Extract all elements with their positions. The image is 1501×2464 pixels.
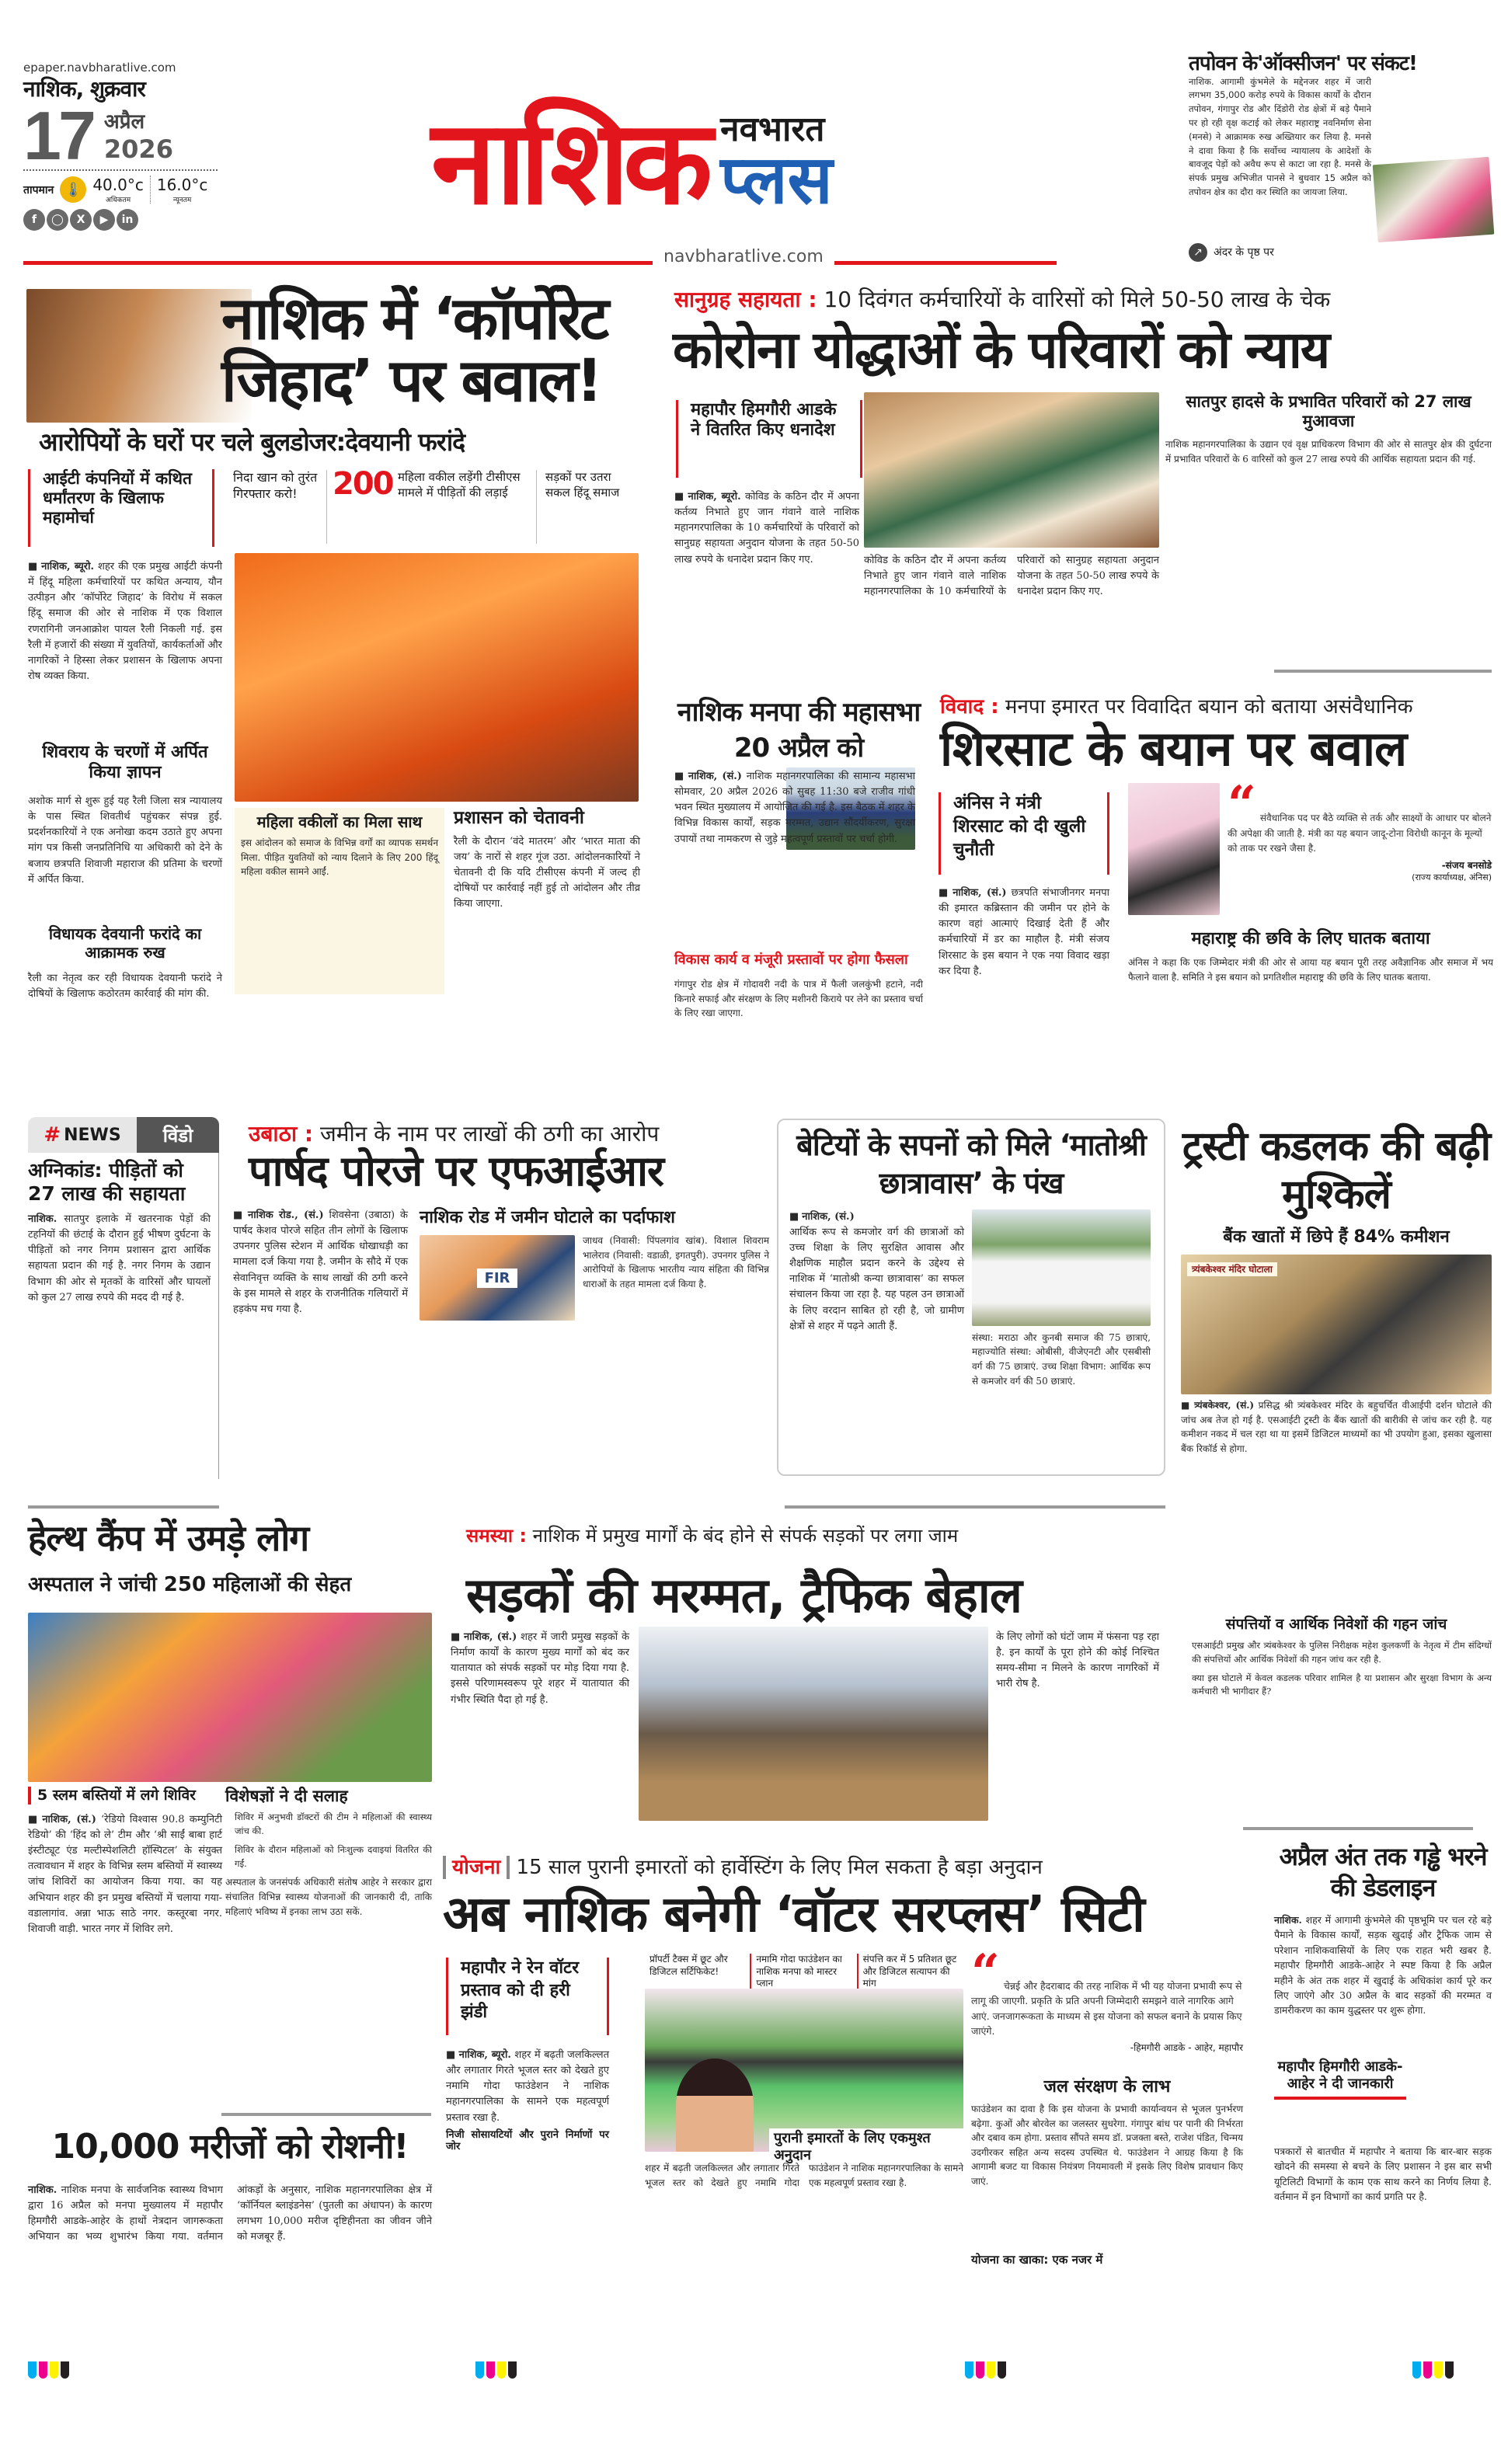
temp-max-label: अधिकतम: [106, 196, 131, 204]
section-rule: [28, 1505, 219, 1509]
shirsat-dateline: ■ नाशिक, (सं.): [939, 887, 1007, 899]
magenta-mark: [39, 2361, 47, 2379]
eye-body: [28, 2183, 432, 2246]
masthead-left: [23, 61, 218, 231]
shirsat-boxed-sub-text: अंनिस ने मंत्री शिरसाट को दी खुली चुनौती: [953, 793, 1086, 860]
corona-kicker: [674, 284, 1498, 314]
mayor-portrait: [676, 2059, 754, 2152]
section-rule: [221, 2113, 431, 2116]
porje-body-text: शिवसेना (उबाठा) के पार्षद केशव पोरजे सहित तीन लोगों के खिलाफ उपनगर पुलिस स्टेशन में आर्थिक धोखाधड़ी का मामला दर्ज किया गया है. जमीन के सौदे में एक सेवानिवृत्त व्यक्ति के साथ लाखों की ठगी करने के इस मामले से शहर के राजनीतिक गलियारों में हड़कंप मच गया है.: [233, 1209, 408, 1315]
shirsat-quote-author: -संजय बनसोडे: [1441, 859, 1492, 871]
religion-symbols-image: [26, 289, 252, 423]
news-window-headline: अग्निकांड: पीड़ितों को 27 लाख की सहायता: [28, 1159, 186, 1205]
water-image-caption: पुरानी इमारतों के लिए एकमुश्त अनुदान: [769, 2128, 971, 2165]
logo-url[interactable]: navbharatlive.com: [653, 247, 834, 266]
porje-side-body: जाधव (निवासी: पिंपलगांव खांब). विशाल शिवराम भालेराव (निवासी: वडाळी, इगतपुरी). उपनगर पुलिस ने आरोपियों के खिलाफ भारतीय न्याय संहिता की विभिन्न धाराओं के तहत मामला दर्ज किया है.: [583, 1235, 769, 1289]
jump-label[interactable]: अंदर के पृष्ठ पर: [1214, 246, 1274, 259]
youtube-icon[interactable]: ▶: [93, 209, 115, 231]
corona-side-body: नाशिक महानगरपालिका के उद्यान एवं वृक्ष प्राधिकरण विभाग की ओर से सातपुर क्षेत्र की दुर्घटना में प्रभावित परिवारों के 6 वारिसों को कुल 27 लाख रुपये की आर्थिक सहायता प्रदान की गई.: [1165, 439, 1492, 465]
water-kicker-label: योजना: [443, 1856, 510, 1879]
health-sub: अस्पताल ने जांची 250 महिलाओं की सेहत: [28, 1573, 352, 1596]
lead-body: [28, 559, 222, 684]
magenta-mark: [486, 2361, 495, 2379]
health-expert-tail: अस्पताल के जनसंपर्क अधिकारी संतोष आहेर ने सरकार द्वारा संचालित विभिन्न स्वास्थ्य योजनाओं की जानकारी दी, ताकि महिलाएं भविष्य में इनका लाभ उठा सकें.: [225, 1877, 432, 1917]
lead-sec2-body: रैली का नेतृत्व कर रही विधायक देवयानी फरांदे ने दोषियों के खिलाफ कठोरतम कार्रवाई की मांग की.: [28, 973, 222, 1001]
mahasabha-body: [674, 769, 915, 847]
shirsat-quote: [1228, 775, 1492, 883]
roads-kicker-text: नाशिक में प्रमुख मार्गों के बंद होने से संपर्क सड़कों पर लगा जाम: [532, 1525, 959, 1547]
water-dateline: ■ नाशिक, ब्यूरो.: [446, 2049, 511, 2061]
corona-side-head: सातपुर हादसे के प्रभावित परिवारों को 27 लाख मुआवजा: [1186, 392, 1471, 431]
quote-open-icon: “: [971, 1944, 1000, 2002]
news-window-dateline: नाशिक.: [28, 1213, 57, 1225]
news-window-body-text: सातपुर इलाके में खतरनाक पेड़ों की टहनियों की छंटाई के दौरान हुई भीषण दुर्घटना के पीड़ितों को नगर निगम प्रशासन द्वारा आर्थिक सहायता प्रदान की गई है. नगर निगम के उद्यान विभाग की ओर से मृतकों के वारिसों और घायलों को कुल 27 लाख रुपये की मदद दी गई है.: [28, 1213, 211, 1303]
health-expert-box: [225, 1787, 432, 1919]
water-quote-text: चेन्नई और हैदराबाद की तरह नाशिक में भी यह योजना प्रभावी रूप से लागू की जाएगी. प्रकृति के प्रति अपनी जिम्मेदारी समझने वाले नागरिक आगे आएं. जनजागरूकता के माध्यम से इस योजना को सफल बनाने के प्रयास किए जाएंगे.: [971, 1980, 1242, 2037]
temp-min-label: न्यूनतम: [172, 196, 192, 204]
shirsat-body-text: छत्रपति संभाजीनगर मनपा की इमारत कब्रिस्तान की जमीन पर होने के कारण वहां आत्माएं दिखाई देती हैं और कर्मचारियों में डर का माहौल है. मंत्री संजय शिरसाट के इस बयान ने एक नया विवाद खड़ा कर दिया है.: [939, 887, 1109, 977]
facebook-icon[interactable]: f: [23, 209, 45, 231]
water-quote-author: -हिमगौरी आडके - आहेर, महापौर: [1130, 2042, 1243, 2053]
temple-scam-illustration: [1181, 1255, 1492, 1394]
kadlak-bullet: एसआईटी प्रमुख और त्र्यंबकेश्वर के पुलिस निरीक्षक महेश कुलकर्णी के नेतृत्व में टीम संदिग्धों की संपत्तियों और आर्थिक निवेशों की गहन जांच कर रही है.: [1192, 1640, 1492, 1665]
water-quote: [971, 1944, 1243, 2054]
health-expert-head: विशेषज्ञों ने दी सलाह: [225, 1787, 348, 1805]
water-sub-head: निजी सोसायटियों और पुराने निर्माणों पर जोर: [446, 2128, 609, 2153]
lead-sec1-head: शिवराय के चरणों में अर्पित किया ज्ञापन: [42, 743, 208, 783]
lead-pullout-2-number: 200: [333, 466, 393, 502]
shirsat-quote-text: संवैधानिक पद पर बैठे व्यक्ति से तर्क और साक्ष्यों के आधार पर बोलने की अपेक्षा की जाती है. मंत्री का यह बयान जादू-टोना विरोधी कानून के मूल्यों को ताक पर रखने जैसा है.: [1228, 813, 1492, 854]
date-year: 2026: [103, 134, 173, 165]
cyan-mark: [475, 2361, 484, 2379]
news-window-badge: [28, 1117, 219, 1153]
kadlak-bullets: [1181, 1639, 1492, 1699]
potholes-headline: अप्रैल अंत तक गड्ढे भरने की डेडलाइन: [1279, 1842, 1487, 1902]
lead-box1-head: महिला वकीलों का मिला साथ: [256, 813, 423, 831]
shirsat-headline: शिरसाट के बयान पर बवाल: [940, 720, 1407, 777]
potholes-inset: महापौर हिमगौरी आडके-आहेर ने दी जानकारी: [1274, 2059, 1406, 2100]
divider: [536, 470, 537, 544]
cheque-distribution-photo: [864, 392, 1159, 548]
yellow-mark: [987, 2361, 995, 2379]
porje-kicker-label: उबाठा :: [249, 1121, 314, 1147]
hostel-building-photo: [972, 1209, 1151, 1326]
mahasabha-sub-head: विकास कार्य व मंजूरी प्रस्तावों पर होगा फैसला: [674, 952, 908, 968]
potholes-body2: पत्रकारों से बातचीत में महापौर ने बताया कि बार-बार सड़क खोदने की समस्या से बचने के लिए प्रशासन ने इस बार सभी यूटिलिटी विभागों के काम एक साथ करने का निर्णय लिया है. वर्तमान में इन विभागों का कार्य प्रगति पर है.: [1274, 2146, 1492, 2203]
roads-kicker: [466, 1523, 1165, 1548]
lead-box2-body: रैली के दौरान ‘वंदे मातरम’ और ‘भारत माता की जय’ के नारों से शहर गूंज उठा. आंदोलनकारियों ने चेतावनी दी कि यदि टीसीएस कंपनी में जल्द ही दोषियों पर कार्रवाई नहीं हुई तो आंदोलन और तीव्र किया जाएगा.: [454, 835, 640, 910]
corona-body-cont: कोविड के कठिन दौर में अपना कर्तव्य निभाते हुए जान गंवाने वाले नाशिक महानगरपालिका के 10 कर्मचारियों के परिवारों को सानुग्रह सहायता अनुदान योजना के तहत 50-50 लाख रुपये के धनादेश प्रदान किए गए.: [864, 555, 1159, 598]
corona-kicker-label: सानुग्रह सहायता :: [674, 287, 817, 312]
water-label: प्रॉपर्टी टैक्स में छूट और डिजिटल सर्टिफिकेट!: [645, 1954, 751, 1990]
cyan-mark: [1412, 2361, 1421, 2379]
temperature-label: तापमान: [23, 183, 54, 197]
water-body-cont: शहर में बढ़ती जलकिल्लत और लगातार गिरते भूजल स्तर को देखते हुए नमामि गोदा फाउंडेशन ने नाशिक महानगरपालिका के सामने एक महत्वपूर्ण प्रस्ताव रखा है.: [645, 2163, 963, 2188]
jump-arrow-icon: ↗: [1189, 243, 1207, 262]
lead-box2-head: प्रशासन को चेतावनी: [454, 808, 584, 828]
lead-box1-body: इस आंदोलन को समाज के विभिन्न वर्गों का व्यापक समर्थन मिला. पीड़ित युवतियों को न्याय दिलाने के लिए 200 हिंदू महिला वकील सामने आईं.: [241, 837, 438, 878]
water-label: संपत्ति कर में 5 प्रतिशत छूट और डिजिटल सत्यापन की मांग: [862, 1954, 957, 1989]
shirsat-boxed-sub: [939, 792, 1109, 875]
shirsat-kicker: [940, 691, 1499, 719]
print-registration-mark: [475, 2361, 517, 2379]
kadlak-sub: बैंक खातों में छिपे हैं 84% कमीशन: [1223, 1227, 1450, 1247]
roads-headline: सड़कों की मरम्मत, ट्रैफिक बेहाल: [466, 1567, 1022, 1624]
lead-headline-line1: नाशिक में ‘कॉर्पोरेट: [221, 284, 608, 353]
newspaper-logo[interactable]: [431, 85, 1068, 241]
porje-sub-head: नाशिक रोड में जमीन घोटाले का पर्दाफाश: [420, 1208, 675, 1227]
water-label: नमामि गोदा फाउंडेशन का नाशिक मनपा को मास्टर प्लान: [751, 1954, 858, 1990]
x-icon[interactable]: X: [70, 209, 92, 231]
black-mark: [508, 2361, 517, 2379]
masthead-rule: [23, 261, 1057, 265]
porje-kicker-text: जमीन के नाम पर लाखों की ठगी का आरोप: [319, 1121, 660, 1147]
date-month: अप्रैल: [103, 110, 145, 134]
health-expert-bullet: शिविर में अनुभवी डॉक्टरों की टीम ने महिलाओं की स्वास्थ्य जांच की.: [235, 1811, 432, 1836]
logo-brand: नवभारत: [720, 110, 825, 149]
mahasabha-body-text: नाशिक महानगरपालिका की सामान्य महासभा सोमवार, 20 अप्रैल 2026 को सुबह 11:30 बजे राजीव गांधी भवन स्थित मुख्यालय में आयोजित की गई है. इस बैठक में शहर के विभिन्न विकास कार्यों, सड़क मरम्मत, उद्यान सौंदर्यीकरण, सुरक्षा उपायों तथा नामकरण से जुड़े महत्वपूर्ण प्रस्तावों पर चर्चा होगी.: [674, 771, 915, 845]
lead-box2: [454, 808, 640, 912]
yellow-mark: [1434, 2361, 1443, 2379]
health-headline: हेल्थ कैंप में उमड़े लोग: [28, 1517, 309, 1559]
matoshri-side-body: संस्था: मराठा और कुनबी समाज की 75 छात्राएं, महाज्योति संस्था: ओबीसी, वीजेएनटी और एसबीसी वर्ग की 75 छात्राएं. उच्च शिक्षा विभाग: आर्थिक रूप से कमजोर वर्ग की 50 छात्राएं.: [972, 1331, 1151, 1387]
shirsat-sub-body: अंनिस ने कहा कि एक जिम्मेदार मंत्री की ओर से आया यह बयान पूरी तरह अवैज्ञानिक और समाज में भय फैलाने वाला है. समिति ने इस बयान को प्रगतिशील महाराष्ट्र की छवि के लिए घातक बताया.: [1128, 957, 1493, 983]
health-side-head: 5 स्लम बस्तियों में लगे शिविर: [28, 1787, 222, 1804]
roads-body: [451, 1630, 629, 1708]
mahasabha-sub-body: गंगापुर रोड क्षेत्र में गोदावरी नदी के पात्र में फैली जलकुंभी हटाने, नदी किनारे सफाई और संरक्षण के लिए मशीनरी किराये पर लेने का प्रस्ताव चर्चा के लिए रखा जाएगा.: [674, 979, 923, 1019]
kadlak-headline: ट्रस्टी कडलक की बढ़ी मुश्किलें: [1182, 1123, 1491, 1219]
roads-body-text: शहर में जारी प्रमुख सड़कों के निर्माण कार्यों के कारण मुख्य मार्गों को बंद कर यातायात को संपर्क सड़कों पर मोड़ दिया गया है. इससे परिणामस्वरूप पूरे शहर में यातायात की गंभीर स्थिति पैदा हो गई है.: [451, 1631, 629, 1706]
temple-image-caption: त्र्यंबकेश्वर मंदिर घोटाला: [1187, 1262, 1277, 1276]
lead-dateline: ■ नाशिक, ब्यूरो.: [28, 561, 94, 572]
matoshri-headline: बेटियों के सपनों को मिले ‘मातोश्री छात्रावास’ के पंख: [796, 1128, 1146, 1201]
corona-kicker-text: 10 दिवंगत कर्मचारियों के वारिसों को मिले 50-50 लाख के चेक: [824, 287, 1331, 312]
corona-body-text: कोविड के कठिन दौर में अपना कर्तव्य निभाते हुए जान गंवाने वाले नाशिक महानगरपालिका के 10 कर्मचारियों के परिवारों को सानुग्रह सहायता अनुदान योजना के तहत 50-50 लाख रुपये के धनादेश प्रदान किए गए.: [674, 491, 859, 566]
potholes-body-text: शहर में आगामी कुंभमेले की पृष्ठभूमि पर चल रहे बड़े पैमाने के विकास कार्यों, सड़क खुदाई और ट्रैफिक जाम से परेशान नाशिकवासियों के लिए एक राहत भरी खबर है. महापौर हिमगौरी आडके-आहेर ने स्पष्ट किया है कि अप्रैल महीने के अंत तक शहर में खुदाई के अधिकांश कार्य पूरे कर लिए जाएंगे और 30 अप्रैल के बाद सड़कों की मरम्मत व डामरीकरण का काम युद्धस्तर पर शुरू होगा.: [1274, 1914, 1492, 2017]
corona-boxed-sub-text: महापौर हिमगौरी आडके ने वितरित किए धनादेश: [691, 400, 837, 440]
lead-pullout-3: सड़कों पर उतरा सकल हिंदू समाज: [545, 470, 620, 499]
water-headline: अब नाशिक बनेगी ‘वॉटर सरप्लस’ सिटी: [443, 1886, 1144, 1944]
window-label: विंडो: [137, 1117, 219, 1153]
fir-image: [420, 1235, 575, 1321]
health-body: [28, 1812, 222, 1937]
corona-dateline: ■ नाशिक, ब्यूरो.: [674, 491, 741, 503]
teaser-headline: तपोवन के'ऑक्सीजन' पर संकट!: [1189, 52, 1417, 75]
matoshri-box: [777, 1119, 1165, 1476]
water-body: [446, 2048, 609, 2153]
health-expert-bullet: शिविर के दौरान महिलाओं को निःशुल्क दवाइयां वितरित की गईं.: [235, 1843, 432, 1869]
teaser-photo: [1373, 156, 1495, 242]
health-dateline: ■ नाशिक, (सं.): [28, 1814, 96, 1825]
eye-dateline: नाशिक.: [28, 2184, 57, 2196]
potholes-body: [1274, 1912, 1492, 2018]
matoshri-body-text: आर्थिक रूप से कमजोर वर्ग की छात्राओं को उच्च शिक्षा के लिए सुरक्षित आवास और शैक्षणिक माहौल प्रदान करने के उद्देश्य से नाशिक में ‘मातोश्री कन्या छात्रावास’ का सफल संचालन किया जा रहा है. यह पहल उन छात्राओं के लिए वरदान साबित हो रही है, जो ग्रामीण क्षेत्रों से शहर में पढ़ने आती हैं.: [789, 1226, 964, 1332]
teaser-body: नाशिक. आगामी कुंभमेले के मद्देनजर शहर में जारी लगभग 35,000 करोड़ रुपये के विकास कार्यों के दौरान तपोवन, गंगापुर रोड और दिंडोरी रोड क्षेत्रों में बड़े पैमाने पर हो रही वृक्ष कटाई को लेकर महाराष्ट्र नवनिर्माण सेना (मनसे) ने आक्रामक रुख अख्तियार कर लिया है. मनसे ने दावा किया है कि सर्वोच्च न्यायालय के आदेशों के बावजूद पेड़ों को अवैध रूप से काटा जा रहा है. मनसे के संपर्क प्रमुख अभिजीत पानसे ने बुधवार 15 अप्रैल को तपोवन क्षेत्र का दौरा कर स्थिति का जायजा लिया.: [1189, 75, 1371, 198]
cyan-mark: [965, 2361, 973, 2379]
kadlak-bullet: क्या इस घोटाले में केवल कडलक परिवार शामिल है या प्रशासन और सुरक्षा विभाग के अन्य कर्मचारी भी भागीदार हैं?: [1192, 1672, 1492, 1697]
logo-plus: प्लस: [720, 141, 833, 219]
shirsat-kicker-label: विवाद :: [940, 695, 999, 719]
kadlak-body-text: प्रसिद्ध श्री त्र्यंबकेश्वर मंदिर के बहुचर्चित वीआईपी दर्शन घोटाले की जांच अब तेज हो गई है. एसआईटी ट्रस्टी के बैंक खातों की बारीकी से जांच कर रही है. यह कमीशन नकद में चल रहा था या इसमें डिजिटल माध्यमों का भी उपयोग हुआ, इसका खुलासा बैंक रिकॉर्ड से होगा.: [1181, 1400, 1492, 1454]
water-labels: [645, 1954, 963, 1990]
health-camp-photo: [28, 1613, 432, 1782]
matoshri-body: [789, 1209, 964, 1388]
lead-boxed-sub: [28, 469, 214, 547]
water-benefit-body: फाउंडेशन का दावा है कि इस योजना के प्रभावी कार्यान्वयन से भूजल पुनर्भरण बढ़ेगा. कुओं और बोरवेल का जलस्तर सुधरेगा. गंगापुर बांध पर पानी की निर्भरता और दबाव कम होगा. प्रस्ताव सौंपते समय डॉ. प्रजक्ता बस्ते, राजेश पंडित, चिन्मय उदगीरकर सहित अन्य सदस्य उपस्थित थे. फाउंडेशन ने आग्रह किया है कि आगामी बजट या विकास नियंत्रण नियमावली में इसके लिए विशेष प्रावधान किए जाएं.: [971, 2104, 1243, 2187]
lead-boxed-sub-text: आईटी कंपनियों में कथित धर्मांतरण के खिलाफ महामोर्चा: [43, 469, 193, 527]
water-body-text: शहर में बढ़ती जलकिल्लत और लगातार गिरते भूजल स्तर को देखते हुए नमामि गोदा फाउंडेशन ने नाशिक महानगरपालिका के सामने एक महत्वपूर्ण प्रस्ताव रखा है.: [446, 2049, 609, 2124]
print-registration-mark: [965, 2361, 1006, 2379]
linkedin-icon[interactable]: in: [117, 209, 138, 231]
section-rule: [1243, 1827, 1473, 1830]
water-boxed-sub: [446, 1958, 609, 2035]
lead-subhead: आरोपियों के घरों पर चले बुलडोजर:देवयानी फरांदे: [39, 427, 465, 457]
print-registration-mark: [28, 2361, 69, 2379]
kadlak-body: [1181, 1398, 1492, 1456]
corona-boxed-sub: [676, 400, 862, 478]
lead-box1: [235, 808, 444, 994]
water-eye-head: योजना का खाका: एक नजर में: [971, 2253, 1103, 2267]
lead-pullout-1: निदा खान को तुरंत गिरफ्तार करो!: [233, 470, 318, 501]
shirsat-quote-role: (राज्य कार्याध्यक्ष, अंनिस): [1412, 872, 1492, 882]
logo-city: नाशिक: [431, 96, 707, 231]
potholes-dateline: नाशिक.: [1274, 1914, 1302, 1926]
magenta-mark: [1423, 2361, 1432, 2379]
kadlak-sub-head: संपत्तियों व आर्थिक निवेशों की गहन जांच: [1225, 1616, 1447, 1633]
mahasabha-headline: नाशिक मनपा की महासभा 20 अप्रैल को: [677, 697, 921, 764]
matoshri-dateline: ■ नाशिक, (सं.): [789, 1209, 964, 1225]
porje-dateline: ■ नाशिक रोड., (सं.): [233, 1209, 324, 1221]
porje-body: [233, 1208, 408, 1317]
roads-dateline: ■ नाशिक, (सं.): [451, 1631, 517, 1643]
section-rule: [1274, 670, 1492, 673]
lead-headline: [221, 284, 641, 415]
minister-photo: [1128, 783, 1220, 915]
section-rule: [785, 1505, 1165, 1509]
print-registration-mark: [1412, 2361, 1454, 2379]
corona-headline: कोरोना योद्धाओं के परिवारों को न्याय: [673, 320, 1329, 380]
shirsat-sub-head: महाराष्ट्र की छवि के लिए घातक बताया: [1191, 929, 1430, 948]
porje-kicker: [249, 1119, 777, 1148]
water-kicker: [443, 1852, 1251, 1880]
kadlak-dateline: ■ त्र्यंबकेश्वर, (सं.): [1181, 1400, 1254, 1411]
water-boxed-sub-text: महापौर ने रेन वॉटर प्रस्ताव को दी हरी झंडी: [461, 1958, 580, 2023]
water-benefit-head: जल संरक्षण के लाभ: [1043, 2077, 1171, 2097]
hash-icon: #: [44, 1123, 61, 1147]
instagram-icon[interactable]: ◯: [47, 209, 68, 231]
news-window: [28, 1153, 219, 1479]
mahasabha-dateline: ■ नाशिक, (सं.): [674, 771, 742, 782]
corona-body: [674, 489, 859, 568]
temp-max: 40.0°c: [92, 175, 144, 194]
shirsat-body: [939, 886, 1109, 980]
porje-headline: पार्षद पोरजे पर एफआईआर: [249, 1147, 663, 1195]
roads-side-body: के लिए लोगों को घंटों जाम में फंसना पड़ रहा है. इन कार्यों के पूरा होने की कोई निश्चित समय-सीमा न मिलने के कारण नागरिकों में भारी रोष है.: [996, 1631, 1159, 1690]
black-mark: [998, 2361, 1006, 2379]
black-mark: [1445, 2361, 1454, 2379]
yellow-mark: [50, 2361, 58, 2379]
water-kicker-text: 15 साल पुरानी इमारतों को हार्वेस्टिंग के लिए मिल सकता है बड़ा अनुदान: [516, 1856, 1043, 1879]
lead-body-text: शहर की एक प्रमुख आईटी कंपनी में हिंदू महिला कर्मचारियों पर कथित अन्याय, यौन उत्पीड़न और ‘कॉर्पोरेट जिहाद’ के विरोध में सकल हिंदू समाज की ओर से नाशिक में एक विशाल रणरागिनी जनआक्रोश पायल रैली निकली गई. इस रैली में हजारों की संख्या में युवतियों, कार्यकर्ताओं और नागरिकों ने हिस्सा लेकर प्रशासन के खिलाफ अपना रोष व्यक्त किया.: [28, 561, 222, 682]
lead-pullout-2: महिला वकील लड़ेंगी टीसीएस मामले में पीड़ितों की लड़ाई: [398, 470, 521, 499]
date-day: 17: [23, 96, 93, 174]
thermometer-icon: 🌡: [60, 176, 86, 203]
news-label: NEWS: [64, 1125, 121, 1145]
cyan-mark: [28, 2361, 37, 2379]
black-mark: [61, 2361, 69, 2379]
lead-headline-line2: जिहाद’ पर बवाल!: [221, 345, 601, 415]
roads-kicker-label: समस्या :: [466, 1525, 528, 1547]
magenta-mark: [976, 2361, 984, 2379]
lead-sec2-head: विधायक देवयानी फरांदे का आक्रामक रुख: [48, 924, 202, 962]
site-url[interactable]: epaper.navbharatlive.com: [23, 61, 176, 75]
eye-headline: 10,000 मरीजों को रोशनी!: [51, 2127, 409, 2166]
rally-photo: [235, 553, 639, 802]
shirsat-kicker-text: मनपा इमारत पर विवादित बयान को बताया असंवैधानिक: [1005, 695, 1413, 719]
road-repair-photo: [639, 1627, 988, 1821]
divider: [326, 470, 327, 544]
quote-open-icon: “: [1228, 775, 1256, 834]
temp-min: 16.0°c: [156, 175, 208, 194]
corona-side: [1165, 392, 1492, 467]
teaser-story[interactable]: [1189, 53, 1492, 262]
lead-sec1-body: अशोक मार्ग से शुरू हुई यह रैली जिला सत्र न्यायालय के पास स्थित शिवतीर्थ पहुंचकर संपन्न हुई. प्रदर्शनकारियों ने एक अनोखा कदम उठाते हुए अपना मांग पत्र किसी जनप्रतिनिधि या अधिकारी को देने के बजाय छत्रपति शिवाजी महाराज की प्रतिमा के चरणों में अर्पित किया.: [28, 795, 222, 886]
health-side-box: [28, 1787, 222, 1937]
yellow-mark: [497, 2361, 506, 2379]
health-body-text: ‘रेडियो विश्वास 90.8 कम्युनिटी रेडियो’ की ‘हिंद को ले’ टीम और ‘श्री साईं बाबा हार्ट इंस्टीट्यूट एंड मल्टीस्पेशलिटी हॉस्पिटल’ के संयुक्त तत्वावधान में शहर के विभिन्न स्लम बस्तियों में स्वास्थ्य जांच शिविरों का आयोजन किया गया. का यह अभियान शहर की इन प्रमुख बस्तियों में चलाया गया- वडालागांव. अन्ना भाऊ साठे नगर. कस्तूरबा नगर. शिवाजी वाड़ी. भारत नगर में शिविर लगे.: [28, 1813, 222, 1935]
fir-label: FIR: [477, 1269, 518, 1288]
city-day: नाशिक, शुक्रवार: [23, 76, 145, 102]
eye-body-text: नाशिक मनपा के सार्वजनिक स्वास्थ्य विभाग द्वारा 16 अप्रैल को मनपा मुख्यालय में महापौर हिमगौरी आडके-आहेर के हाथों नेत्रदान जागरूकता अभियान का भव्य शुभारंभ किया गया. वर्तमान आंकड़ों के अनुसार, नाशिक महानगरपालिका क्षेत्र में ‘कॉर्नियल ब्लाइंडनेस’ (पुतली का अंधापन) के कारण लगभग 10,000 मरीज दृष्टिहीनता का जीवन जीने को मजबूर हैं.: [28, 2184, 432, 2243]
news-window-body: [28, 1212, 211, 1306]
